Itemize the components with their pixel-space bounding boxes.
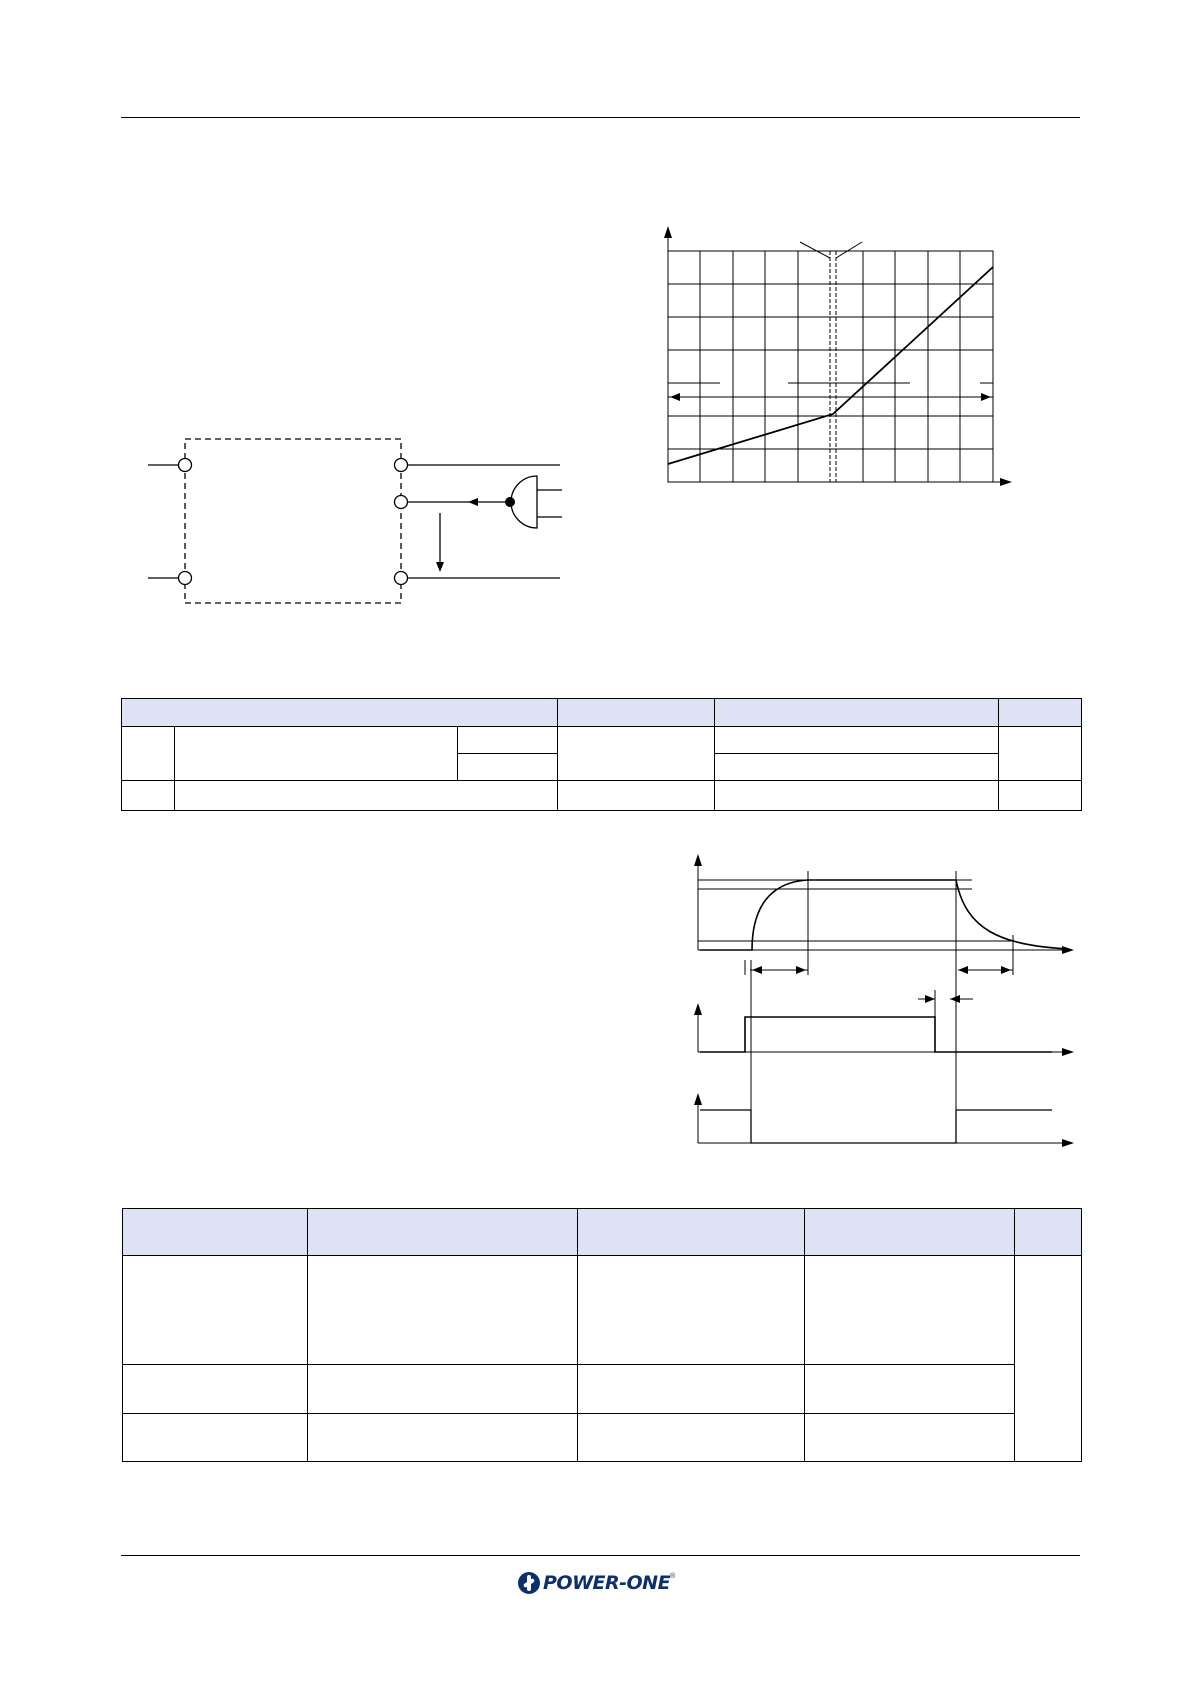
terminal-out-mid xyxy=(395,496,408,509)
wiper-node xyxy=(505,497,515,507)
table-row xyxy=(123,1365,1082,1414)
potentiometer-shape xyxy=(511,476,537,528)
table-1 xyxy=(121,698,1082,811)
terminal-out-top xyxy=(395,459,408,472)
vout-waveform xyxy=(700,880,1068,950)
current-arrowhead xyxy=(436,562,444,572)
terminal-in-bottom xyxy=(179,572,192,585)
table-row xyxy=(122,781,1082,811)
terminal-in-top xyxy=(179,459,192,472)
power-one-logo-icon xyxy=(518,1572,540,1594)
table-row xyxy=(123,1256,1082,1365)
table-2-header xyxy=(123,1209,1082,1256)
converter-outline xyxy=(185,439,401,603)
footer-rule xyxy=(121,1555,1080,1556)
trim-curve xyxy=(668,267,993,464)
table-1-header xyxy=(122,699,1082,727)
graph-frame xyxy=(668,251,993,482)
registered-mark: ® xyxy=(670,1573,676,1580)
power-one-logo xyxy=(518,1570,694,1596)
table-2 xyxy=(122,1208,1082,1462)
terminal-out-bottom xyxy=(395,572,408,585)
logo-text: POWER-ONE xyxy=(543,1572,671,1594)
table-row xyxy=(122,727,1082,754)
vin-waveform xyxy=(700,1110,1052,1143)
inhibit-waveform xyxy=(700,1017,1052,1052)
wiper-arrowhead xyxy=(468,498,478,506)
potentiometer-body xyxy=(510,475,520,530)
table-row xyxy=(123,1414,1082,1462)
header-rule xyxy=(121,117,1080,118)
